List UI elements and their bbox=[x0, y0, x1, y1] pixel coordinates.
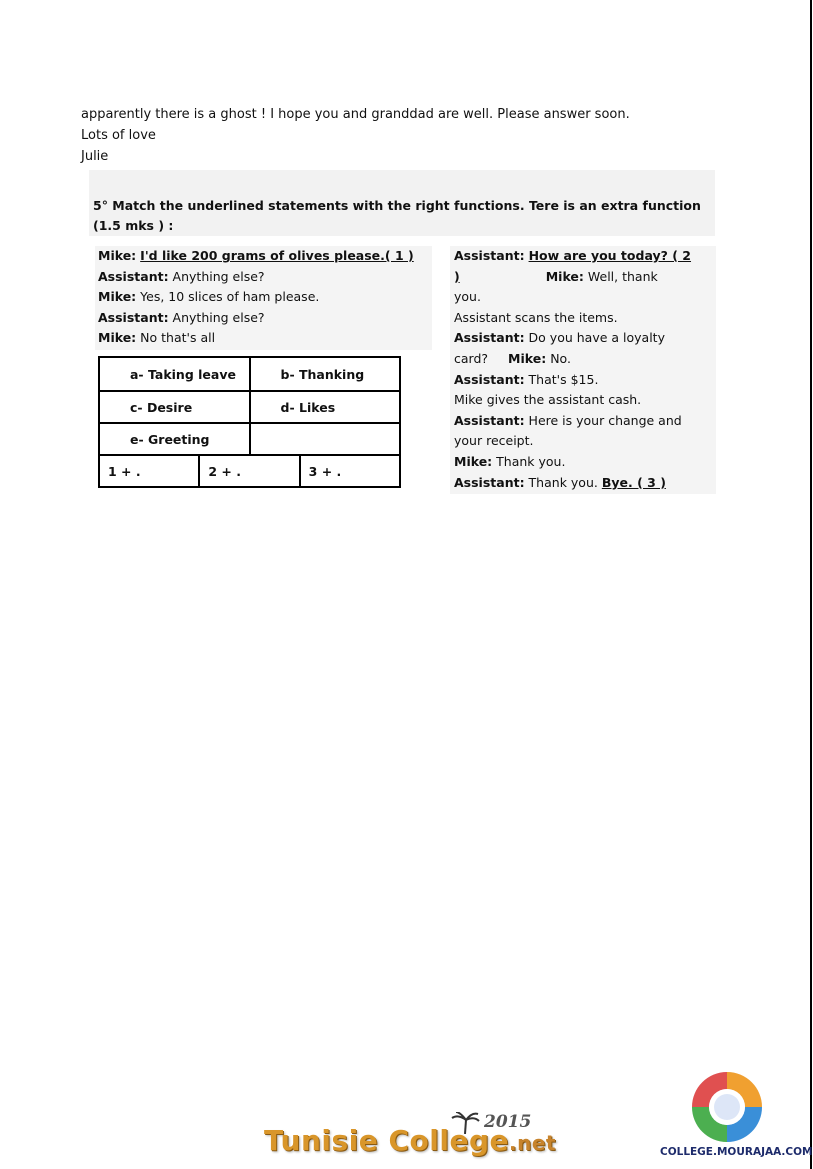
letter-ending bbox=[81, 104, 630, 167]
dialogue-line: Assistant: How are you today? ( 2 bbox=[454, 248, 692, 263]
underlined-statement-1: I'd like 200 grams of olives please.( 1 ) bbox=[140, 248, 414, 263]
dialogue-line: Mike: Yes, 10 slices of ham please. bbox=[98, 289, 320, 305]
dialogue-line: Mike: Thank you. bbox=[454, 453, 566, 469]
logo-year: 2015 bbox=[484, 1112, 532, 1132]
dialogue-line: Mike: No that's all bbox=[98, 330, 216, 346]
mourajaa-url[interactable]: COLLEGE.MOURAJAA.COM bbox=[660, 1146, 813, 1158]
dialogue-line: Mike: I'd like 200 grams of olives please.( 1 ) bbox=[98, 248, 414, 263]
mourajaa-emblem-icon bbox=[655, 1062, 805, 1146]
dialogue-line: you. bbox=[454, 289, 481, 305]
answer-1[interactable]: 1 + . bbox=[108, 463, 141, 479]
dialogue-line: ) Mike: Well, thank bbox=[454, 268, 658, 284]
tunisie-college-logo bbox=[264, 1112, 564, 1166]
functions-table bbox=[98, 356, 401, 488]
dialogue-line: Assistant: Do you have a loyalty bbox=[454, 330, 665, 346]
dialogue-line: Assistant: Anything else? bbox=[98, 309, 265, 325]
letter-signature: Julie bbox=[81, 149, 109, 164]
answer-row bbox=[98, 456, 401, 488]
dialogue-line: Assistant: Here is your change and bbox=[454, 412, 682, 428]
function-c: c- Desire bbox=[130, 399, 193, 415]
letter-closing: Lots of love bbox=[81, 128, 156, 143]
dialogue-line: your receipt. bbox=[454, 433, 534, 449]
answer-3[interactable]: 3 + . bbox=[299, 456, 399, 486]
table-row bbox=[98, 424, 401, 456]
function-d: d- Likes bbox=[249, 392, 400, 422]
dialogue-line: Assistant: Thank you. Bye. ( 3 ) bbox=[454, 474, 666, 490]
dialogue-line: card? Mike: No. bbox=[454, 350, 571, 366]
table-row bbox=[98, 356, 401, 392]
dialogue-line: Assistant: Anything else? bbox=[98, 268, 265, 284]
letter-line: apparently there is a ghost ! I hope you and granddad are well. Please answer soon. bbox=[81, 107, 630, 122]
dialogue-line: Mike gives the assistant cash. bbox=[454, 392, 642, 408]
underlined-statement-2: How are you today? ( 2 bbox=[528, 248, 692, 263]
dialogue-right bbox=[450, 246, 716, 494]
dialogue-left bbox=[95, 246, 432, 350]
dialogue-line: Assistant scans the items. bbox=[454, 309, 618, 325]
answer-2[interactable]: 2 + . bbox=[198, 456, 298, 486]
underlined-statement-3: Bye. ( 3 ) bbox=[601, 474, 666, 490]
mourajaa-logo bbox=[655, 1062, 813, 1167]
page-right-border bbox=[810, 0, 812, 1169]
function-b: b- Thanking bbox=[249, 358, 400, 390]
table-row bbox=[98, 392, 401, 424]
question-5-instruction: 5° Match the underlined statements with the right functions. Tere is an extra function (1.5 mks ) : bbox=[93, 198, 701, 233]
function-e: e- Greeting bbox=[130, 431, 210, 447]
function-a: a- Taking leave bbox=[130, 366, 236, 382]
logo-brand: Tunisie College.net bbox=[264, 1124, 556, 1157]
dialogue-line: Assistant: That's $15. bbox=[454, 371, 599, 387]
empty-cell bbox=[249, 424, 400, 454]
question-5-box bbox=[89, 170, 715, 236]
